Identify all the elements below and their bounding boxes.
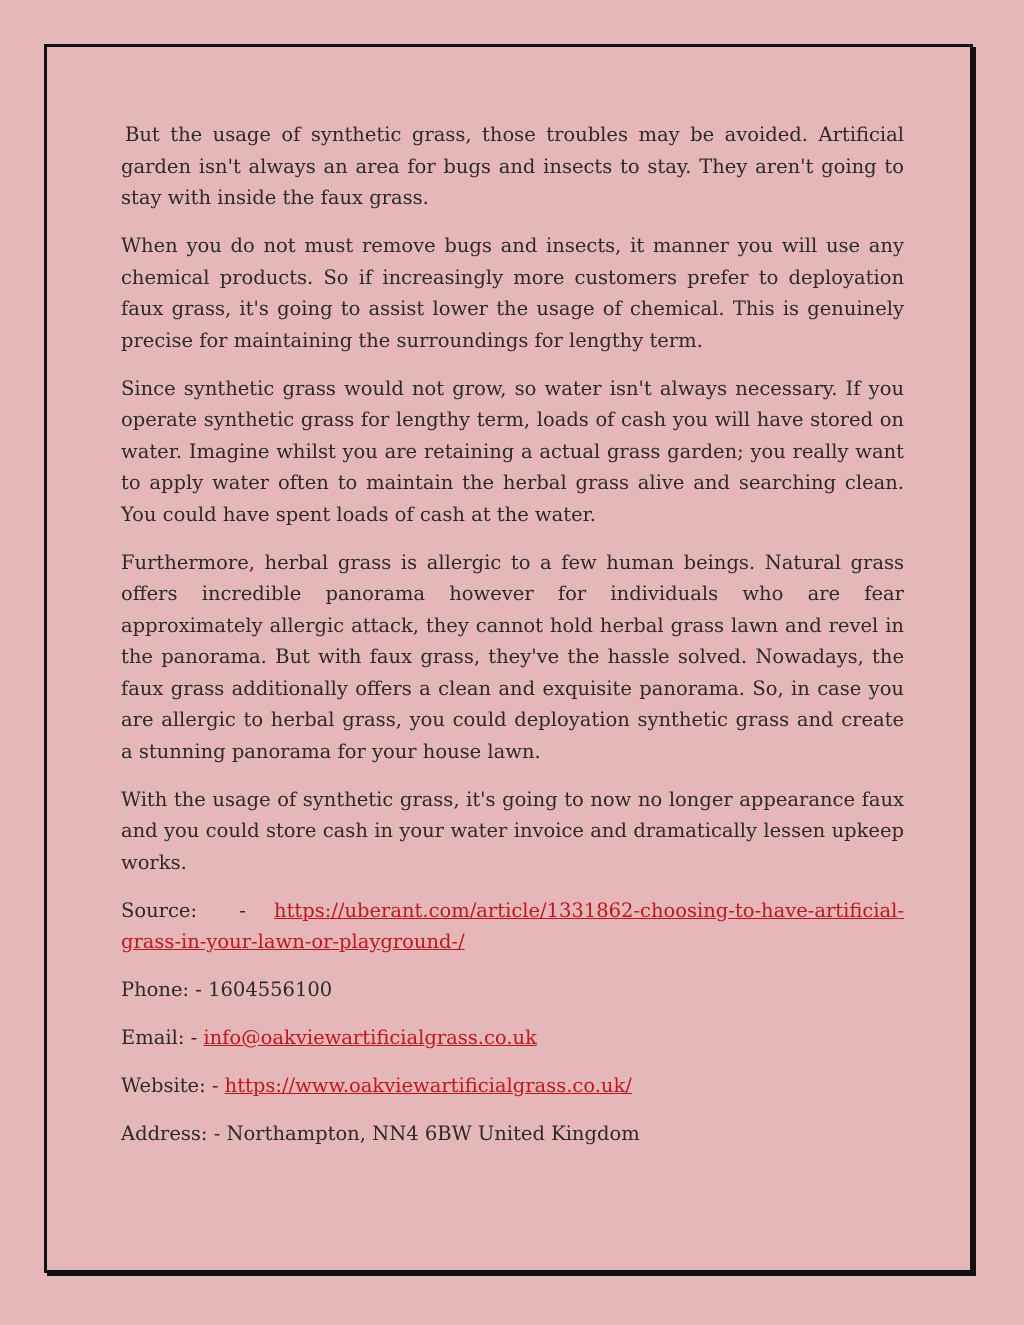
source-label: Source: - bbox=[121, 898, 246, 922]
paragraph-2: When you do not must remove bugs and insects, it manner you will use any chemical products. So if increasingly more customers prefer to deployation faux grass, it's going to assist lower the usage of chemical. This is genuinely precise for maintaining the surroundings for lengthy term. bbox=[121, 234, 904, 352]
paragraph-4: Furthermore, herbal grass is allergic to a few human beings. Natural grass offers incredible panorama however for individuals who are fear approximately allergic attack, they cannot hold herbal grass lawn and revel in the panorama. But with faux grass, they've the hassle solved. Nowadays, the faux grass additionally offers a clean and exquisite panorama. So, in case you are allergic to herbal grass, you could deployation synthetic grass and create a stunning panorama for your house lawn. bbox=[121, 550, 904, 763]
phone-line bbox=[121, 974, 904, 1006]
source-line bbox=[121, 895, 904, 958]
website-label: Website: - bbox=[121, 1074, 225, 1097]
address-line bbox=[121, 1118, 904, 1150]
phone-label: Phone: - bbox=[121, 978, 202, 1001]
paragraph-1: But the usage of synthetic grass, those troubles may be avoided. Artificial garden isn't always an area for bugs and insects to stay. They aren't going to stay with inside the faux grass. bbox=[121, 123, 904, 209]
email-label: Email: - bbox=[121, 1026, 204, 1049]
website-link[interactable]: https://www.oakviewartificialgrass.co.uk/ bbox=[224, 1074, 632, 1097]
address-value: Northampton, NN4 6BW United Kingdom bbox=[226, 1122, 640, 1145]
phone-value: 1604556100 bbox=[208, 978, 333, 1001]
website-line bbox=[121, 1070, 904, 1102]
document-body bbox=[121, 119, 904, 1166]
email-line bbox=[121, 1022, 904, 1054]
source-link[interactable]: https://uberant.com/article/1331862-choosing-to-have-artificial-grass-in-your-lawn-or-playground-/ bbox=[121, 898, 904, 953]
paragraph-3: Since synthetic grass would not grow, so water isn't always necessary. If you operate synthetic grass for lengthy term, loads of cash you will have stored on water. Imagine whilst you are retaining a actual grass garden; you really want to apply water often to maintain the herbal grass alive and searching clean. You could have spent loads of cash at the water. bbox=[121, 376, 904, 526]
email-link[interactable]: info@oakviewartificialgrass.co.uk bbox=[203, 1026, 537, 1049]
paragraph-5: With the usage of synthetic grass, it's going to now no longer appearance faux and you could store cash in your water invoice and dramatically lessen upkeep works. bbox=[121, 787, 904, 874]
address-label: Address: - bbox=[121, 1122, 221, 1145]
